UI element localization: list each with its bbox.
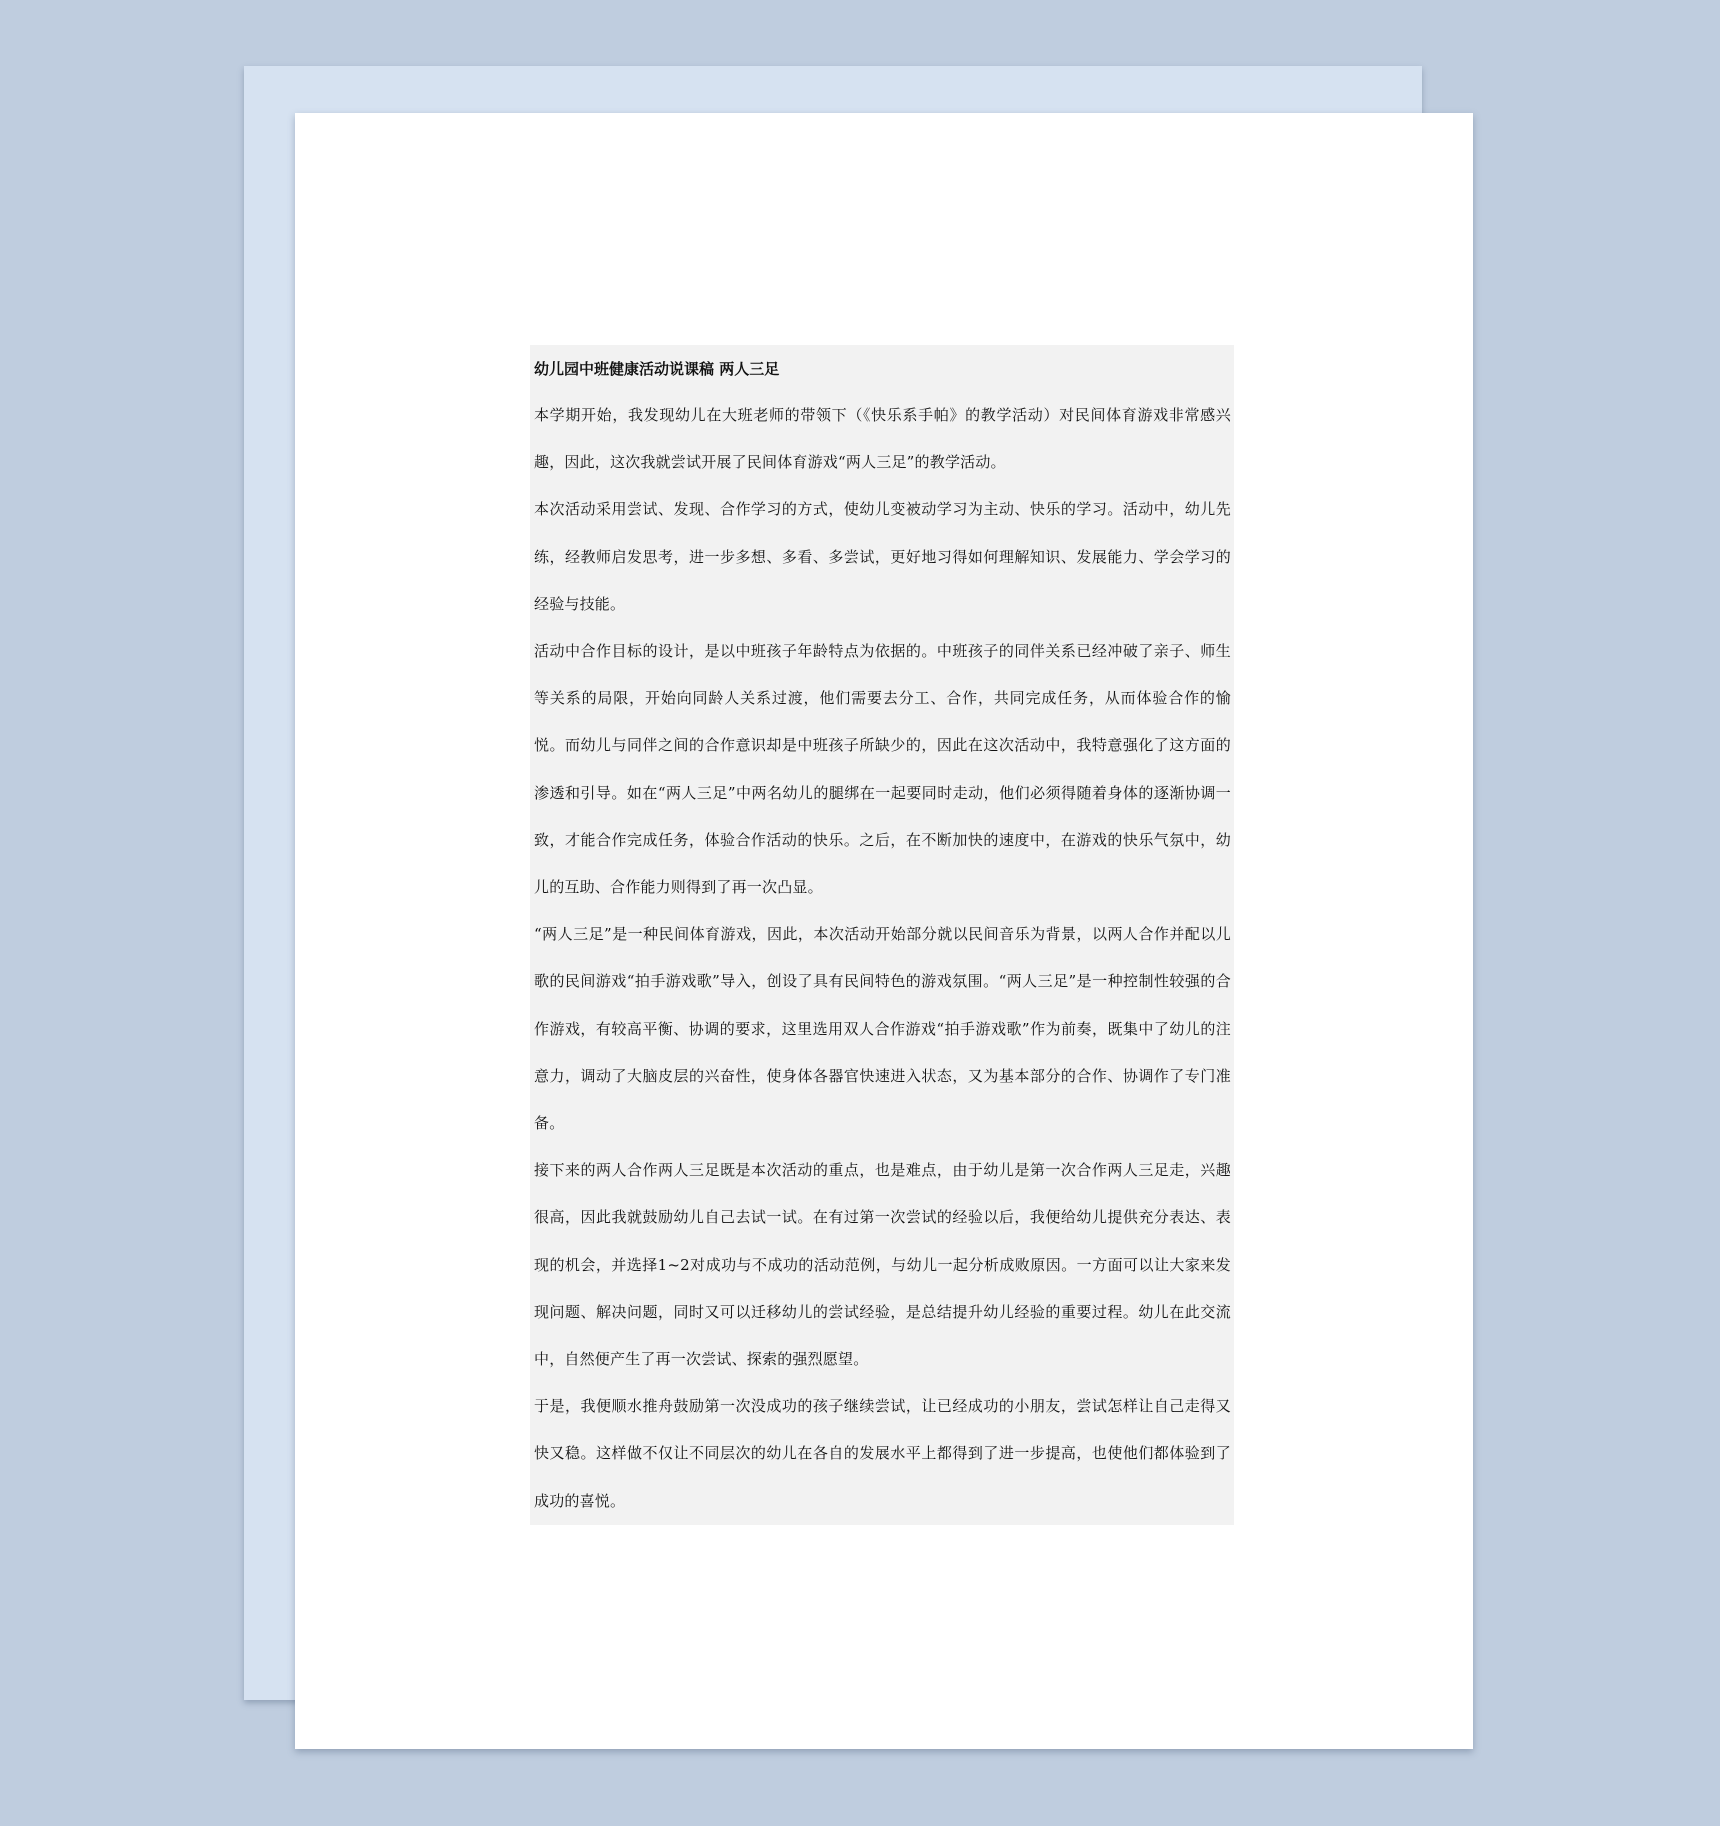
paragraph-intro: 本学期开始，我发现幼儿在大班老师的带领下（《快乐系手帕》的教学活动）对民间体育游戏非常感兴趣，因此，这次我就尝试开展了民间体育游戏“两人三足”的教学活动。 xyxy=(534,406,1231,472)
document-title: 幼儿园中班健康活动说课稿 两人三足 xyxy=(534,360,780,378)
document-text-block xyxy=(530,345,1234,1525)
paragraph-key-point: 接下来的两人合作两人三足既是本次活动的重点，也是难点，由于幼儿是第一次合作两人三足走，兴趣很高，因此我就鼓励幼儿自己去试一试。在有过第一次尝试的经验以后，我便给幼儿提供充分表达、表现的机会，并选择1~2对成功与不成功的活动范例，与幼儿一起分析成败原因。一方面可以让大家来发现问题、解决问题，同时又可以迁移幼儿的尝试经验，是总结提升幼儿经验的重要过程。幼儿在此交流中，自然便产生了再一次尝试、探索的强烈愿望。 xyxy=(534,1161,1231,1369)
paragraph-warmup: “两人三足”是一种民间体育游戏，因此，本次活动开始部分就以民间音乐为背景，以两人合作并配以儿歌的民间游戏“拍手游戏歌”导入，创设了具有民间特色的游戏氛围。“两人三足”是一种控制性较强的合作游戏，有较高平衡、协调的要求，这里选用双人合作游戏“拍手游戏歌”作为前奏，既集中了幼儿的注意力，调动了大脑皮层的兴奋性，使身体各器官快速进入状态，又为基本部分的合作、协调作了专门准备。 xyxy=(534,925,1231,1133)
paragraph-method: 本次活动采用尝试、发现、合作学习的方式，使幼儿变被动学习为主动、快乐的学习。活动中，幼儿先练，经教师启发思考，进一步多想、多看、多尝试，更好地习得如何理解知识、发展能力、学会学习的经验与技能。 xyxy=(534,500,1231,613)
paragraph-conclusion: 于是，我便顺水推舟鼓励第一次没成功的孩子继续尝试，让已经成功的小朋友，尝试怎样让自己走得又快又稳。这样做不仅让不同层次的幼儿在各自的发展水平上都得到了进一步提高，也使他们都体验到了成功的喜悦。 xyxy=(534,1397,1231,1510)
paragraph-cooperation-goal: 活动中合作目标的设计，是以中班孩子年龄特点为依据的。中班孩子的同伴关系已经冲破了亲子、师生等关系的局限，开始向同龄人关系过渡，他们需要去分工、合作，共同完成任务，从而体验合作的愉悦。而幼儿与同伴之间的合作意识却是中班孩子所缺少的，因此在这次活动中，我特意强化了这方面的渗透和引导。如在“两人三足”中两名幼儿的腿绑在一起要同时走动，他们必须得随着身体的逐渐协调一致，才能合作完成任务，体验合作活动的快乐。之后，在不断加快的速度中，在游戏的快乐气氛中，幼儿的互助、合作能力则得到了再一次凸显。 xyxy=(534,642,1231,897)
